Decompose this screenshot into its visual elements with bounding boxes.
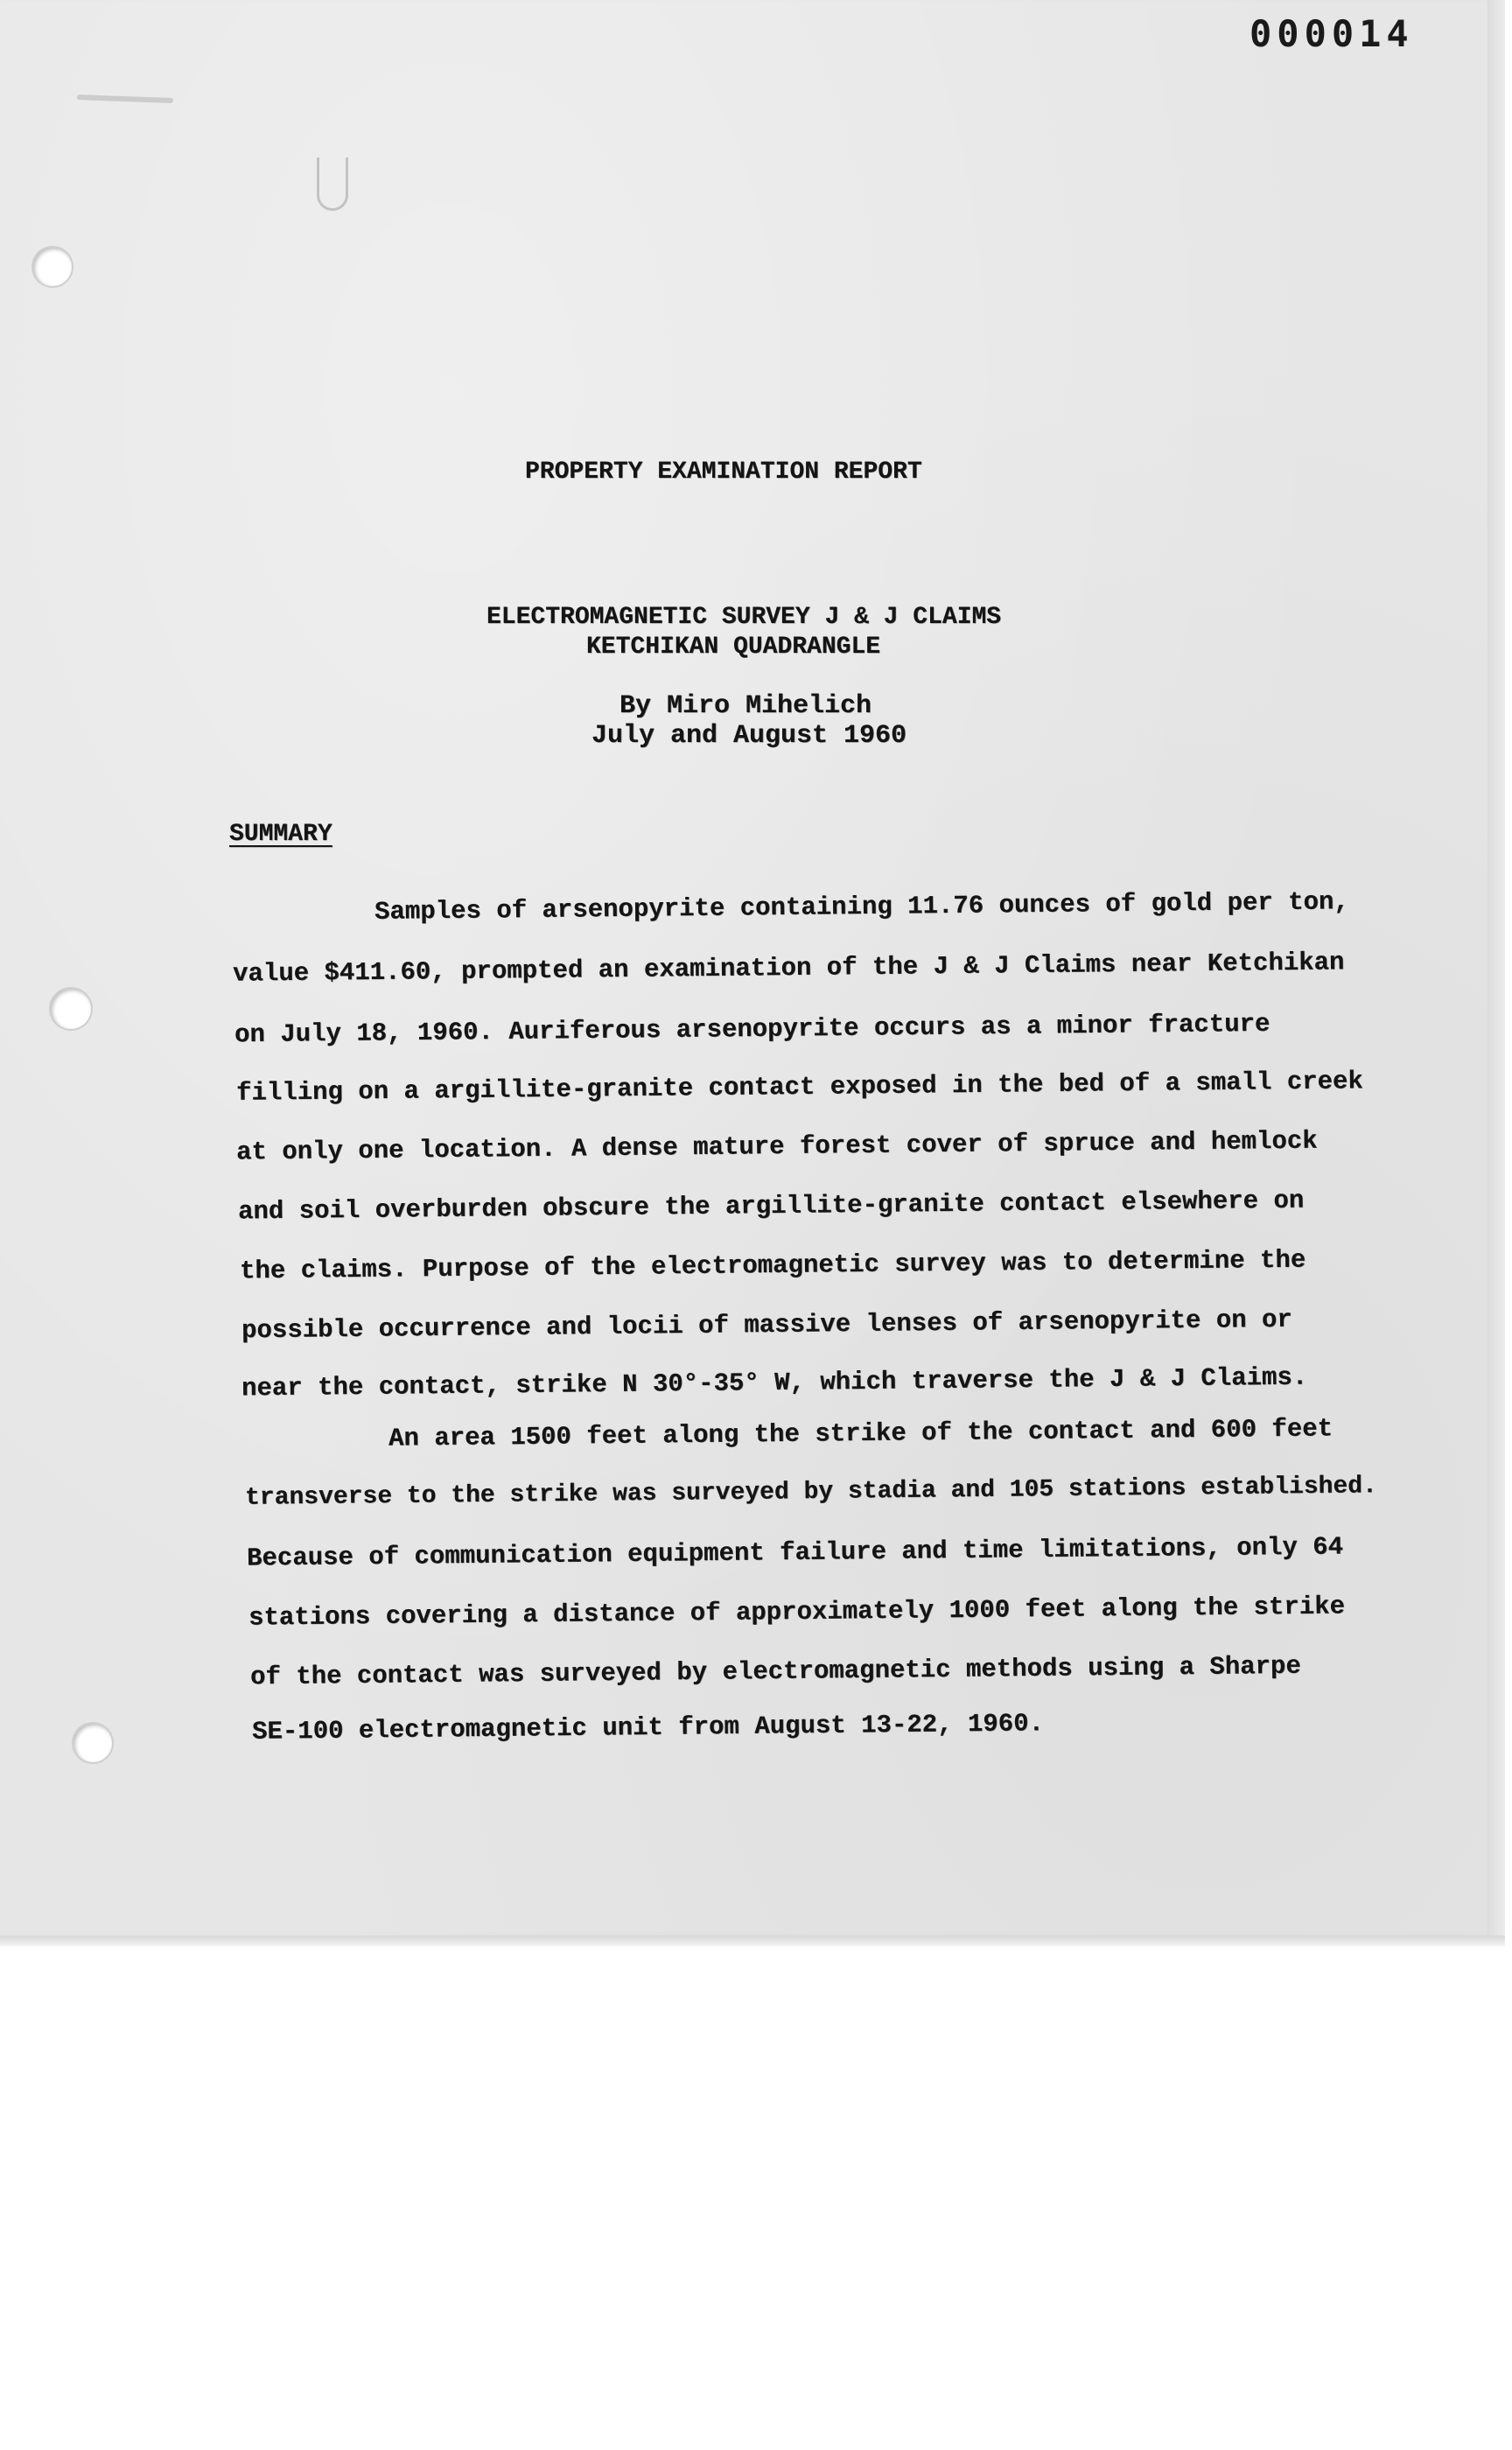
summary-paragraph2-line: of the contact was surveyed by electromagnetic methods using a Sharpe xyxy=(249,1651,1301,1692)
summary-heading: SUMMARY xyxy=(229,821,332,848)
page-edge-bottom xyxy=(0,1936,1505,1946)
summary-paragraph1-line: on July 18, 1960. Auriferous arsenopyrite occurs as a minor fracture xyxy=(234,1009,1270,1050)
summary-paragraph1-line: at only one location. A dense mature forest cover of spruce and hemlock xyxy=(235,1126,1318,1167)
summary-paragraph1-line: value $411.60, prompted an examination of the J & J Claims near Ketchikan xyxy=(232,948,1345,989)
summary-paragraph1-line: Samples of arsenopyrite containing 11.76 ounces of gold per ton, xyxy=(374,887,1349,927)
punch-hole-top xyxy=(33,248,72,286)
summary-paragraph2-line: transverse to the strike was surveyed by stadia and 105 stations established. xyxy=(244,1473,1377,1512)
summary-paragraph1-line: and soil overburden obscure the argillite-granite contact elsewhere on xyxy=(237,1186,1305,1227)
report-title: PROPERTY EXAMINATION REPORT xyxy=(525,458,922,486)
summary-paragraph2-line: An area 1500 feet along the strike of the contact and 600 feet xyxy=(388,1414,1334,1453)
summary-paragraph1-line: the claims. Purpose of the electromagnetic survey was to determine the xyxy=(239,1245,1306,1286)
report-subtitle-line2: KETCHIKAN QUADRANGLE xyxy=(586,634,881,661)
staple-mark xyxy=(317,158,348,211)
summary-paragraph1-line: near the contact, strike N 30°-35° W, which traverse the J & J Claims. xyxy=(241,1362,1308,1404)
punch-hole-middle xyxy=(51,989,91,1029)
summary-paragraph2-line: Because of communication equipment failure and time limitations, only 64 xyxy=(246,1532,1344,1573)
summary-paragraph1-line: filling on a argillite-granite contact exposed in the bed of a small creek xyxy=(235,1067,1363,1108)
summary-paragraph2-line: stations covering a distance of approximately 1000 feet along the strike xyxy=(248,1592,1346,1633)
report-date: July and August 1960 xyxy=(592,721,907,751)
punch-hole-bottom xyxy=(74,1724,112,1762)
page-edge-right xyxy=(1488,0,1505,1944)
report-subtitle-line1: ELECTROMAGNETIC SURVEY J & J CLAIMS xyxy=(486,604,1002,631)
document-stamp-number: 000014 xyxy=(1250,12,1414,55)
summary-paragraph2-line: SE-100 electromagnetic unit from August 13-22, 1960. xyxy=(251,1709,1045,1746)
summary-paragraph1-line: possible occurrence and locii of massive lenses of arsenopyrite on or xyxy=(241,1305,1292,1346)
report-author: By Miro Mihelich xyxy=(620,691,872,721)
